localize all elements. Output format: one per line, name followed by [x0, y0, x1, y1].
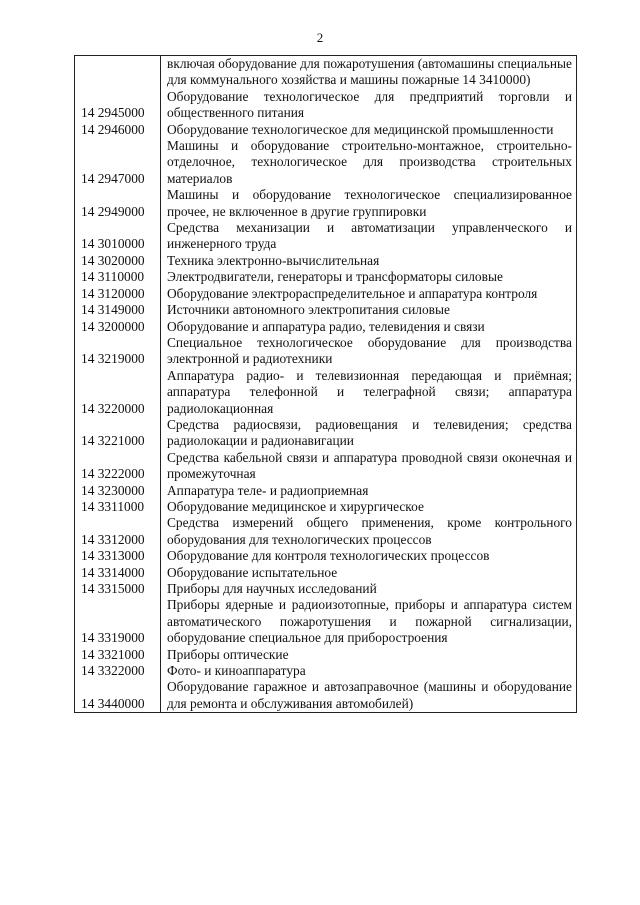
okof-code-cell: 14 3230000 — [75, 483, 161, 499]
okof-code-cell: 14 2946000 — [75, 122, 161, 138]
okof-code-cell: 14 2949000 — [75, 187, 161, 220]
okof-code-cell: 14 3311000 — [75, 499, 161, 515]
description-cell: Оборудование технологическое для медицинской промышленности — [161, 122, 577, 138]
description-cell: Средства радиосвязи, радиовещания и телевидения; средства радиолокации и радионавигации — [161, 417, 577, 450]
table-row — [75, 89, 577, 122]
okof-code-cell: 14 3219000 — [75, 335, 161, 368]
description-cell: Оборудование и аппаратура радио, телевидения и связи — [161, 319, 577, 335]
table-row — [75, 679, 577, 712]
description-cell: Машины и оборудование строительно-монтажное, строительно-отделочное, технологическое для производства строительных материалов — [161, 138, 577, 187]
okof-code-cell: 14 3312000 — [75, 515, 161, 548]
okof-code-cell: 14 3220000 — [75, 368, 161, 417]
description-cell: Приборы для научных исследований — [161, 581, 577, 597]
table-row — [75, 597, 577, 646]
okof-code-cell: 14 3440000 — [75, 679, 161, 712]
okof-code-cell: 14 3314000 — [75, 565, 161, 581]
table-row — [75, 187, 577, 220]
table-row — [75, 450, 577, 483]
description-cell: Средства кабельной связи и аппаратура проводной связи оконечная и промежуточная — [161, 450, 577, 483]
table-row — [75, 269, 577, 285]
description-cell: Аппаратура радио- и телевизионная передающая и приёмная; аппаратура телефонной и телеграфной связи; аппаратура радиолокационная — [161, 368, 577, 417]
okof-code-cell: 14 3120000 — [75, 286, 161, 302]
okof-code-cell: 14 3200000 — [75, 319, 161, 335]
description-cell: Оборудование гаражное и автозаправочное (машины и оборудование для ремонта и обслуживания автомобилей) — [161, 679, 577, 712]
okof-code-cell: 14 3313000 — [75, 548, 161, 564]
description-cell: Фото- и киноаппаратура — [161, 663, 577, 679]
table-row — [75, 253, 577, 269]
table-row — [75, 138, 577, 187]
description-cell: Оборудование для контроля технологических процессов — [161, 548, 577, 564]
okof-code-cell: 14 2945000 — [75, 89, 161, 122]
okof-code-cell: 14 3322000 — [75, 663, 161, 679]
table-row — [75, 548, 577, 564]
table-row — [75, 565, 577, 581]
description-cell: Оборудование испытательное — [161, 565, 577, 581]
table-row — [75, 319, 577, 335]
classifier-table — [74, 55, 577, 713]
description-cell: Специальное технологическое оборудование для производства электронной и радиотехники — [161, 335, 577, 368]
table-row — [75, 515, 577, 548]
description-cell: Аппаратура теле- и радиоприемная — [161, 483, 577, 499]
okof-code-cell: 14 3110000 — [75, 269, 161, 285]
description-cell: Средства измерений общего применения, кроме контрольного оборудования для технологических процессов — [161, 515, 577, 548]
table-row — [75, 302, 577, 318]
okof-code-cell: 14 3149000 — [75, 302, 161, 318]
table-row — [75, 663, 577, 679]
table-row — [75, 335, 577, 368]
table-row — [75, 286, 577, 302]
table-row — [75, 499, 577, 515]
table-row — [75, 368, 577, 417]
description-cell: Машины и оборудование технологическое специализированное прочее, не включенное в другие группировки — [161, 187, 577, 220]
table-row — [75, 220, 577, 253]
description-cell: Средства механизации и автоматизации управленческого и инженерного труда — [161, 220, 577, 253]
okof-code-cell: 14 3221000 — [75, 417, 161, 450]
description-cell: Приборы оптические — [161, 647, 577, 663]
okof-code-cell: 14 3020000 — [75, 253, 161, 269]
description-cell: Техника электронно-вычислительная — [161, 253, 577, 269]
okof-code-cell: 14 3010000 — [75, 220, 161, 253]
description-cell: Оборудование электрораспределительное и аппаратура контроля — [161, 286, 577, 302]
table-row — [75, 483, 577, 499]
okof-code-cell — [75, 56, 161, 89]
okof-code-cell: 14 3321000 — [75, 647, 161, 663]
description-cell: Источники автономного электропитания силовые — [161, 302, 577, 318]
table-row — [75, 56, 577, 89]
description-cell: Оборудование медицинское и хирургическое — [161, 499, 577, 515]
okof-code-cell: 14 3319000 — [75, 597, 161, 646]
description-cell: Оборудование технологическое для предприятий торговли и общественного питания — [161, 89, 577, 122]
table-row — [75, 417, 577, 450]
description-cell: Электродвигатели, генераторы и трансформаторы силовые — [161, 269, 577, 285]
okof-code-cell: 14 3222000 — [75, 450, 161, 483]
page-number: 2 — [316, 30, 324, 45]
okof-code-cell: 14 2947000 — [75, 138, 161, 187]
description-cell: включая оборудование для пожаротушения (автомашины специальные для коммунального хозяйства и машины пожарные 14 3410000) — [161, 56, 577, 89]
classifier-table-body — [75, 56, 577, 713]
okof-code-cell: 14 3315000 — [75, 581, 161, 597]
description-cell: Приборы ядерные и радиоизотопные, приборы и аппаратура систем автоматического пожаротушения и пожарной сигнализации, оборудование специальное для приборостроения — [161, 597, 577, 646]
table-row — [75, 122, 577, 138]
table-row — [75, 647, 577, 663]
table-row — [75, 581, 577, 597]
